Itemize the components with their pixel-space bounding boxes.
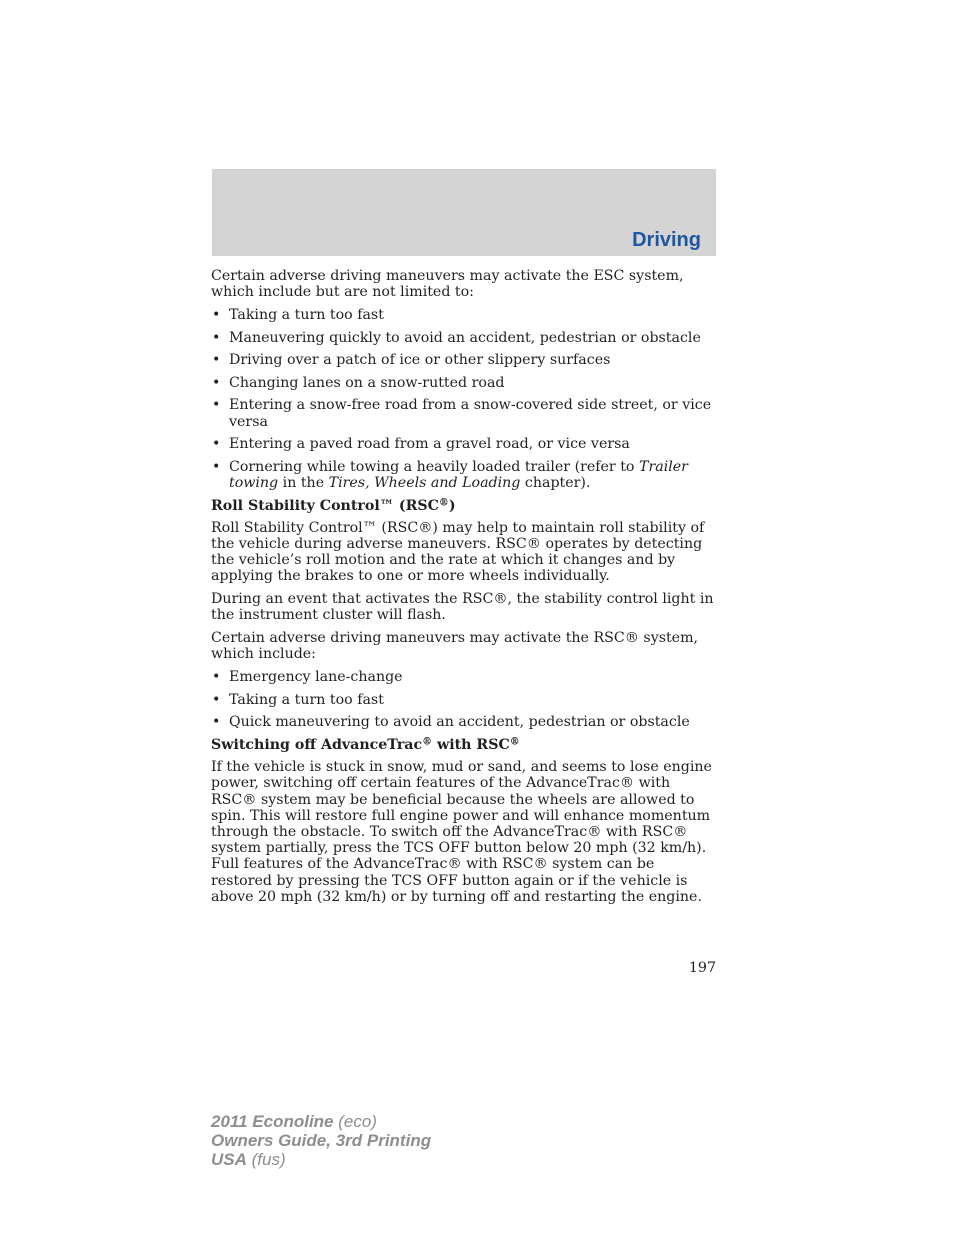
switching-off-paragraph: If the vehicle is stuck in snow, mud or sand, and seems to lose engine power, switching off certain features of the AdvanceTrac® with RSC® system may be beneficial because the wheels are allowed to spin. This will restore full engine power and will enhance momentum through the obstacle. To switch off the AdvanceTrac® with RSC® system partially, press the TCS OFF button below 20 mph (32 km/h). Full features of the AdvanceTrac® with RSC® system can be restored by pressing the TCS OFF button again or if the vehicle is above 20 mph (32 km/h) or by turning off and restarting the engine. <box>211 759 712 905</box>
footer-line: 2011 Econoline (eco) <box>211 1112 377 1131</box>
list-item: • Taking a turn too fast <box>211 307 719 323</box>
list-item-text: chapter). <box>520 474 591 491</box>
rsc-maneuver-list <box>211 669 719 730</box>
list-item-text: in the <box>278 474 329 491</box>
list-item: • Driving over a patch of ice or other slippery surfaces <box>211 352 719 368</box>
rsc-paragraph: Certain adverse driving maneuvers may activate the RSC® system, which include: <box>211 630 699 663</box>
footer-line: USA (fus) <box>211 1150 286 1169</box>
esc-intro: Certain adverse driving maneuvers may activate the ESC system, which include but are not limited to: <box>211 268 684 301</box>
tires-chapter-reference: Tires, Wheels and Loading <box>328 474 521 491</box>
rsc-paragraph: During an event that activates the RSC®, the stability control light in the instrument cluster will flash. <box>211 591 714 624</box>
registered-mark: ® <box>509 736 520 748</box>
document-footer <box>211 1112 431 1169</box>
list-item: • Emergency lane-change <box>211 669 719 685</box>
section-header-band <box>212 169 716 256</box>
rsc-heading: Roll Stability Control™ (RSC®) <box>211 497 456 514</box>
list-item: • Changing lanes on a snow-rutted road <box>211 375 719 391</box>
rsc-paragraph: Roll Stability Control™ (RSC®) may help to maintain roll stability of the vehicle during adverse maneuvers. RSC® operates by detecting the vehicle’s roll motion and the rate at which it changes and by applying the brakes to one or more wheels individually. <box>211 519 705 585</box>
registered-mark: ® <box>422 736 433 748</box>
footer-line: Owners Guide, 3rd Printing <box>211 1131 432 1150</box>
esc-maneuver-list <box>211 307 719 491</box>
list-item: • Entering a snow-free road from a snow-covered side street, or vice versa <box>211 397 719 429</box>
switching-off-heading: Switching off AdvanceTrac® with RSC® <box>211 736 520 753</box>
trailer-towing-reference: Trailer towing <box>229 458 688 491</box>
list-item: • Maneuvering quickly to avoid an accident, pedestrian or obstacle <box>211 330 719 346</box>
list-item: • Quick maneuvering to avoid an accident, pedestrian or obstacle <box>211 714 719 730</box>
list-item <box>211 459 719 491</box>
list-item: • Taking a turn too fast <box>211 692 719 708</box>
page-content <box>211 268 719 912</box>
registered-mark: ® <box>438 497 449 509</box>
list-item: • Entering a paved road from a gravel road, or vice versa <box>211 436 719 452</box>
section-title: Driving <box>632 229 701 251</box>
list-item-text: Cornering while towing a heavily loaded trailer (refer to <box>229 458 639 475</box>
page-number: 197 <box>688 960 716 976</box>
